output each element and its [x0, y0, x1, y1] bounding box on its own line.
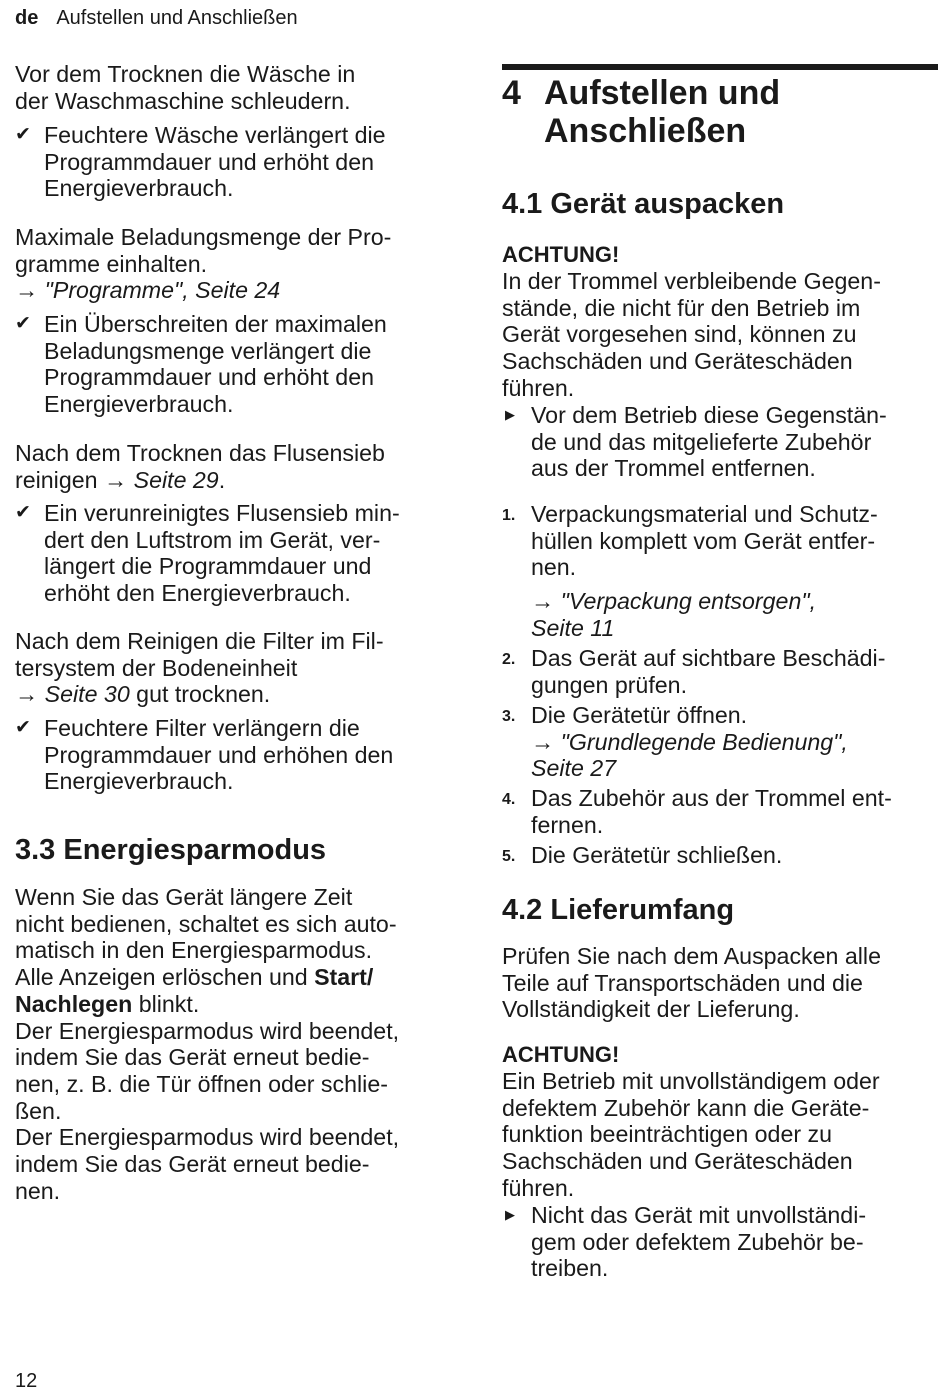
arrow-icon: →	[15, 277, 39, 304]
running-header	[15, 7, 298, 30]
cross-reference-link[interactable]: "Verpackung entsorgen",	[560, 588, 817, 615]
cross-reference-link[interactable]: Seite 30	[44, 681, 130, 708]
paragraph-load: Maximale Beladungsmenge der Pro- gramme einhalten. → "Programme", Seite 24	[15, 224, 392, 304]
step-number: 2.	[502, 651, 516, 668]
section-heading-3-3: 3.3 Energiesparmodus	[15, 834, 327, 866]
step-number: 4.	[502, 791, 516, 808]
step-number: 3.	[502, 708, 516, 725]
paragraph-filter-dry: Nach dem Reinigen die Filter im Fil- tersystem der Bodeneinheit → Seite 30 gut trocknen.	[15, 628, 384, 708]
check-icon: ✔	[15, 717, 31, 738]
section-heading-4-1: 4.1 Gerät auspacken	[502, 188, 785, 220]
warning-label: ACHTUNG!	[502, 1042, 620, 1067]
arrow-icon: →	[531, 728, 555, 755]
arrow-icon: →	[103, 466, 128, 493]
language-code: de	[15, 7, 39, 29]
cross-reference-link[interactable]: Seite 29	[133, 466, 219, 493]
chapter-rule	[502, 64, 938, 70]
header-title: Aufstellen und Anschließen	[56, 7, 298, 29]
section-heading-4-2: 4.2 Lieferumfang	[502, 894, 735, 926]
warning-text: Ein Betrieb mit unvollständigem oder defektem Zubehör kann die Geräte- funktion beeinträchtigen oder zu Sachschäden und Geräteschäden führen.	[502, 1068, 880, 1201]
arrow-icon: →	[15, 681, 39, 708]
button-name-start: Start/	[314, 964, 374, 991]
check-icon: ✔	[15, 313, 31, 334]
paragraph-energy-saving: Wenn Sie das Gerät längere Zeit nicht bedienen, schaltet es sich auto- matisch in den Energiesparmodus. Alle Anzeigen erlöschen und Start/ Nachlegen blinkt. Der Energiesparmodus wird beendet, indem Sie das Gerät erneut bedie- nen, z. B. die Tür öffnen oder schlie- ßen. Der Energiesparmodus wird beendet, indem Sie das Gerät erneut bedie- nen.	[15, 884, 400, 1204]
cross-reference-link[interactable]: "Programme", Seite 24	[44, 277, 281, 304]
button-name-nachlegen: Nachlegen	[15, 990, 133, 1017]
triangle-bullet-icon: ▶	[505, 1207, 515, 1222]
paragraph-lint-filter: Nach dem Trocknen das Flusensieb reinigen → Seite 29.	[15, 440, 385, 493]
check-icon: ✔	[15, 124, 31, 145]
warning-text: In der Trommel verbleibende Gegen- stände, die nicht für den Betrieb im Gerät vorgesehen sind, können zu Sachschäden und Geräteschäden führen.	[502, 268, 881, 401]
cross-reference-link[interactable]: "Grundlegende Bedienung",	[560, 728, 848, 755]
paragraph-spin: Vor dem Trocknen die Wäsche in der Waschmaschine schleudern.	[15, 61, 356, 114]
arrow-icon: →	[531, 588, 555, 615]
chapter-number: 4	[502, 74, 521, 112]
step-number: 5.	[502, 848, 516, 865]
warning-label: ACHTUNG!	[502, 242, 620, 267]
paragraph-scope-of-delivery: Prüfen Sie nach dem Auspacken alle Teile auf Transportschäden und die Vollständigkeit der Lieferung.	[502, 943, 881, 1023]
step-number: 1.	[502, 507, 516, 524]
triangle-bullet-icon: ▶	[505, 407, 515, 422]
check-icon: ✔	[15, 502, 31, 523]
page-number: 12	[15, 1370, 38, 1392]
